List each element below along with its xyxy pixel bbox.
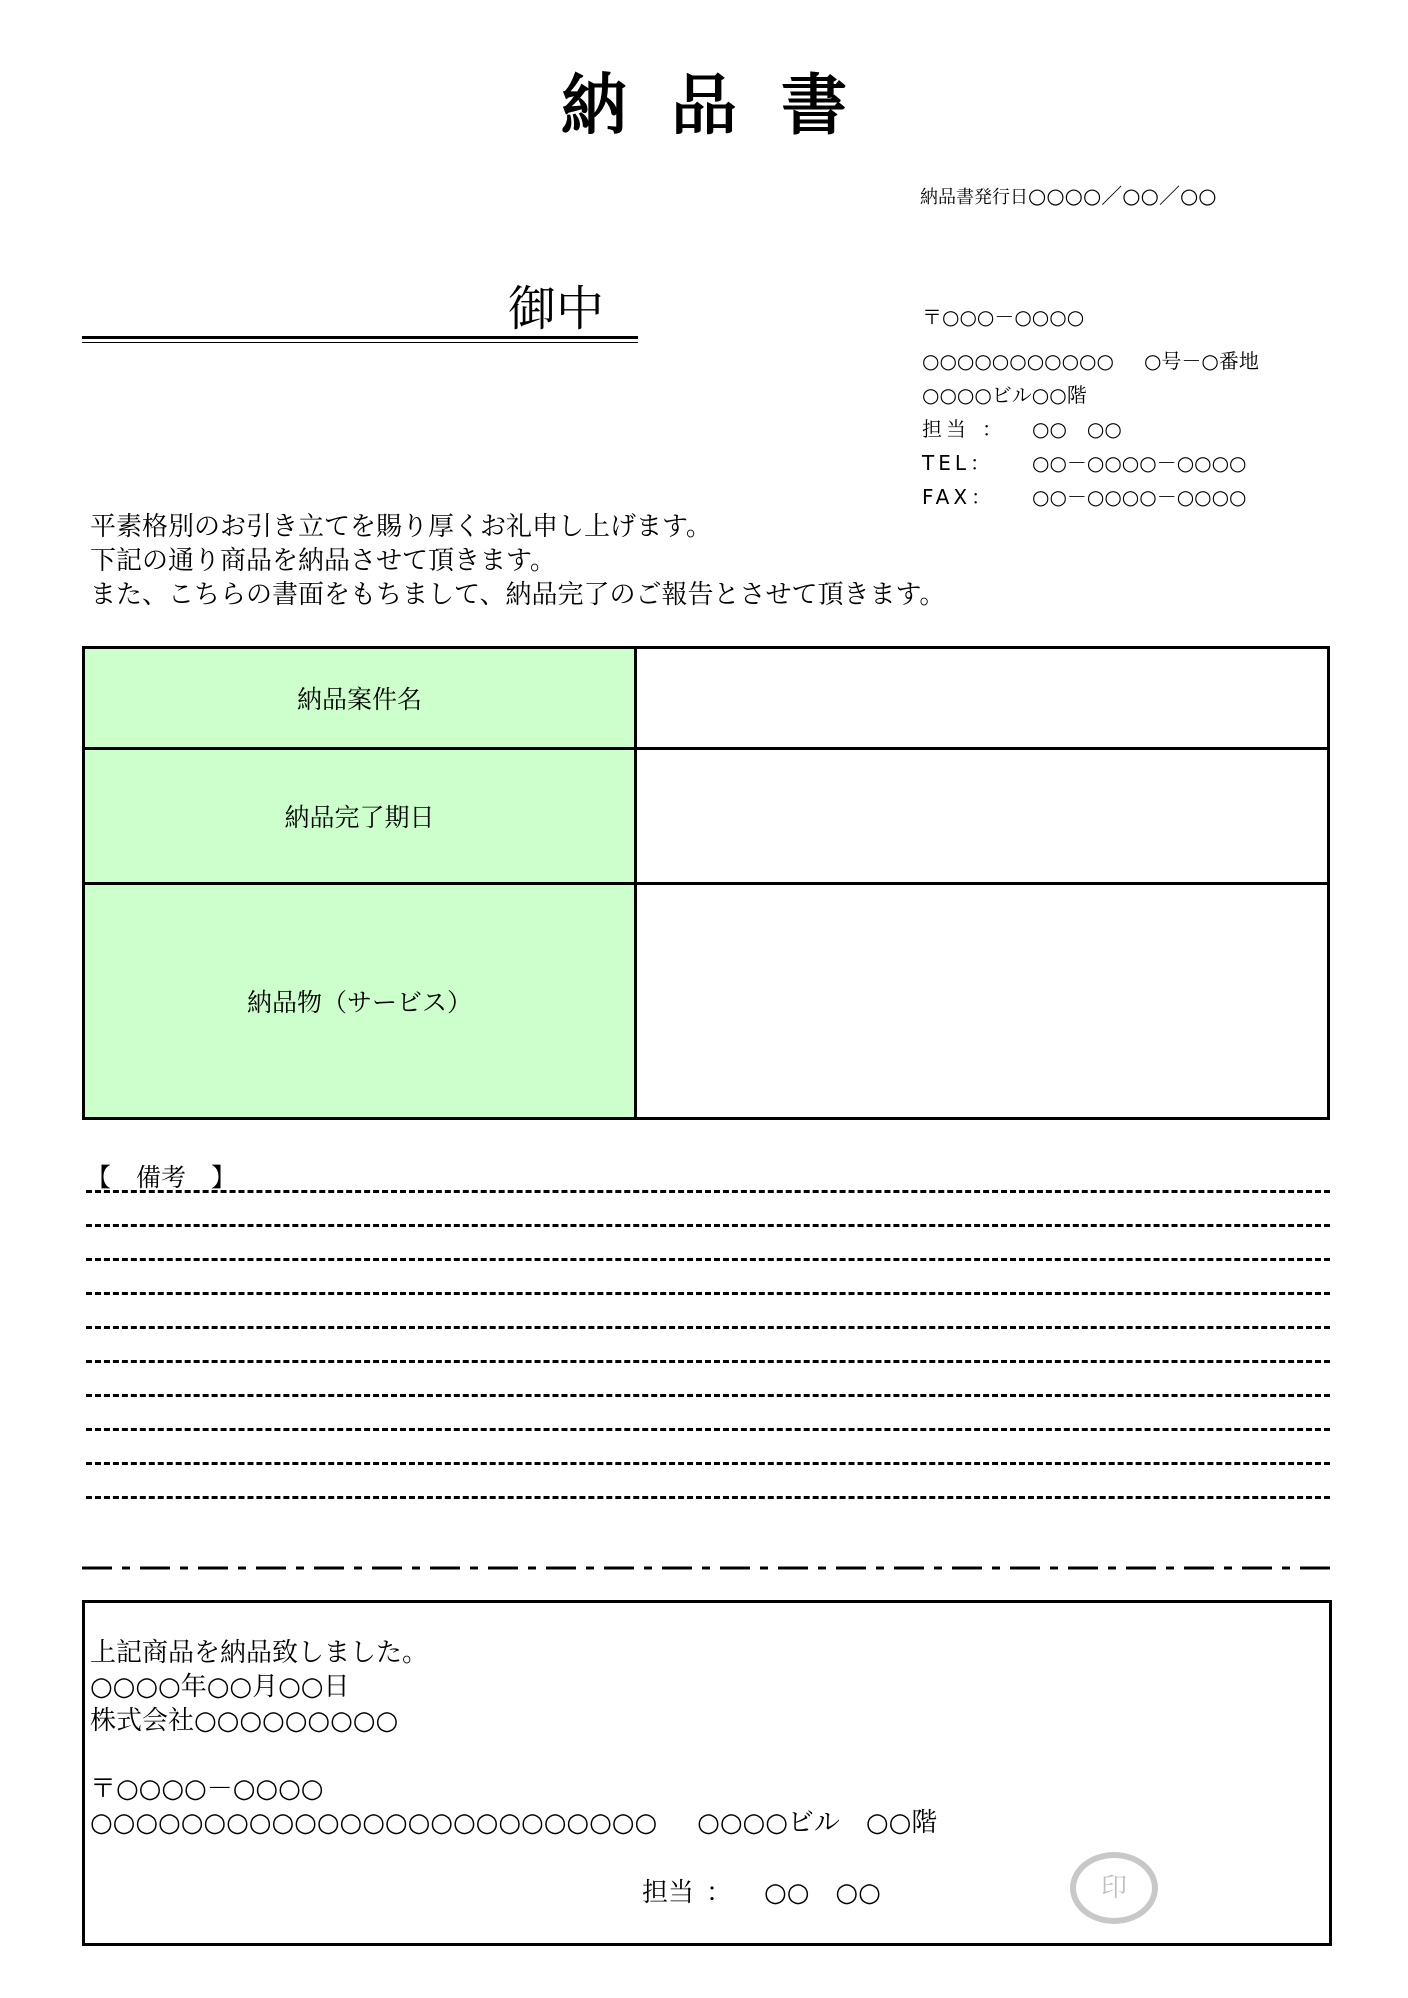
sender-staff-label: 担当 (922, 417, 970, 441)
remarks-line (86, 1496, 1330, 1499)
remarks-line (86, 1360, 1330, 1363)
remarks-line (86, 1326, 1330, 1329)
completion-date-label: 納品完了期日 (84, 749, 636, 884)
receipt-building: ○○○○ビル ○○階 (697, 1808, 938, 1838)
sender-address (922, 344, 1259, 378)
greeting-line: 下記の通り商品を納品させて頂きます。 (90, 546, 556, 576)
receipt-staff (642, 1872, 881, 1909)
sender-address-main: ○○○○○○○○○○○ (922, 349, 1114, 373)
receipt-date[interactable]: ○○○○年○○月○○日 (90, 1672, 350, 1702)
project-name-label: 納品案件名 (84, 648, 636, 749)
deliverables-label: 納品物（サービス） (84, 884, 636, 1119)
sender-fax-value: ○○－○○○○－○○○○ (1032, 485, 1247, 509)
sender-address-number: ○号－○番地 (1143, 349, 1259, 373)
receipt-postal[interactable]: 〒○○○○－○○○○ (90, 1774, 324, 1804)
remarks-line (86, 1224, 1330, 1227)
cut-line (82, 1566, 1332, 1570)
remarks-line (86, 1258, 1330, 1261)
issue-date (920, 180, 1217, 210)
remarks-line (86, 1428, 1330, 1431)
sender-block (922, 300, 1259, 514)
sender-building: ○○○○ビル○○階 (922, 383, 1087, 407)
sender-fax (922, 480, 1259, 514)
table-row (84, 648, 1329, 749)
remarks-line (86, 1462, 1330, 1465)
sender-postal: 〒○○○－○○○○ (922, 305, 1085, 329)
completion-date-field[interactable] (636, 749, 1329, 884)
receipt-staff-name[interactable]: ○○ ○○ (764, 1878, 881, 1908)
receipt-staff-label: 担当 (642, 1878, 695, 1908)
document-title: 納品書 (561, 67, 891, 144)
greeting-line: 平素格別のお引き立てを賜り厚くお礼申し上げます。 (90, 512, 712, 542)
remarks-line (86, 1190, 1330, 1193)
issue-date-label: 納品書発行日 (920, 187, 1028, 208)
recipient-suffix: 御中 (508, 281, 605, 337)
sender-fax-label: FAX： (922, 485, 996, 509)
receipt-text (90, 1636, 937, 1840)
seal-stamp-icon: 印 (1070, 1852, 1158, 1924)
sender-tel (922, 446, 1259, 480)
table-row (84, 884, 1329, 1119)
sender-staff-sep: ： (982, 417, 1002, 441)
remarks-line (86, 1394, 1330, 1397)
issue-date-value[interactable]: ○○○○／○○／○○ (1028, 184, 1217, 208)
delivery-info-table (82, 646, 1330, 1120)
project-name-field[interactable] (636, 648, 1329, 749)
sender-staff (922, 412, 1259, 446)
receipt-statement: 上記商品を納品致しました。 (90, 1638, 429, 1668)
remarks-line (86, 1292, 1330, 1295)
deliverables-field[interactable] (636, 884, 1329, 1119)
greeting (90, 510, 945, 612)
sender-staff-name: ○○ ○○ (1032, 417, 1122, 441)
receipt-staff-sep: ： (706, 1878, 733, 1908)
receipt-company[interactable]: 株式会社○○○○○○○○○ (90, 1706, 399, 1736)
recipient-underline (82, 336, 638, 339)
table-row (84, 749, 1329, 884)
greeting-line: また、こちらの書面をもちまして、納品完了のご報告とさせて頂きます。 (90, 580, 946, 610)
recipient-underline-thin (82, 342, 638, 343)
sender-tel-value: ○○－○○○○－○○○○ (1032, 451, 1247, 475)
receipt-address-main: ○○○○○○○○○○○○○○○○○○○○○○○○○ (90, 1808, 658, 1838)
sender-tel-label: TEL： (922, 451, 994, 475)
remarks-label: 【 備考 】 (86, 1163, 237, 1192)
receipt-address[interactable] (90, 1806, 937, 1840)
